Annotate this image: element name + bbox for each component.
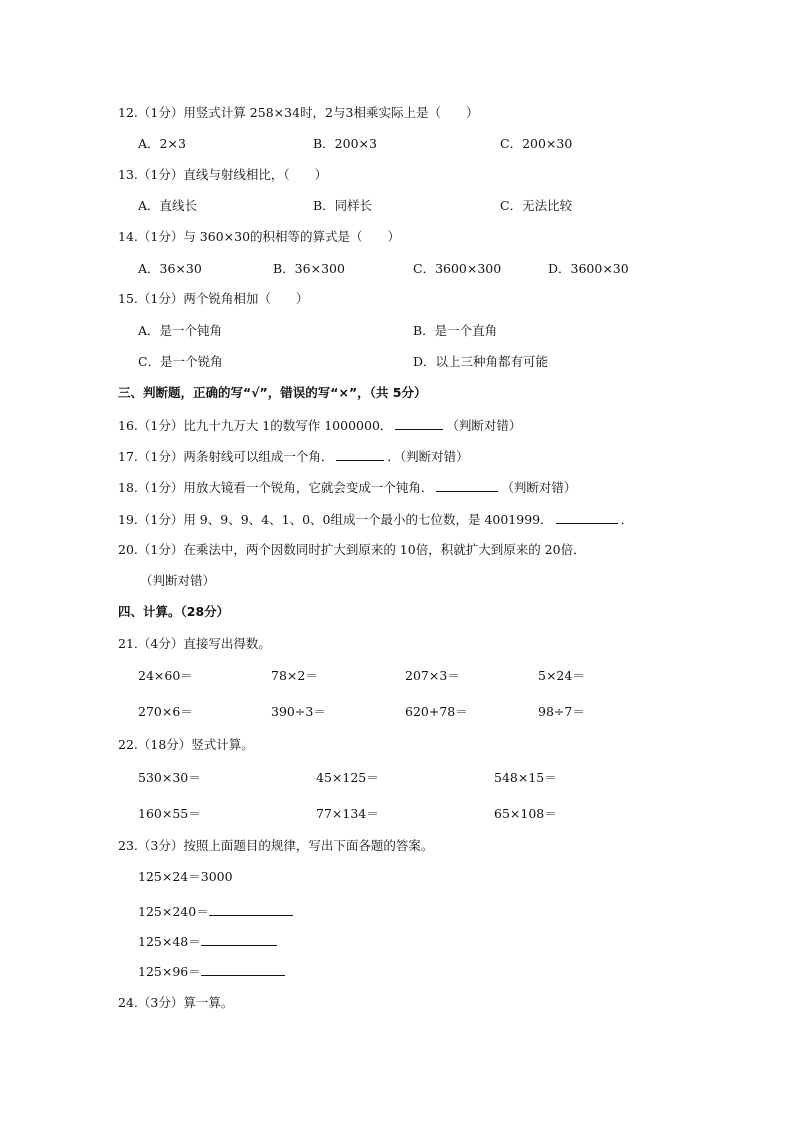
q24-stem: 24.（3分）算一算。 (118, 995, 234, 1010)
q19 (118, 511, 633, 528)
q23-line-3-expr: 125×96＝ (138, 964, 201, 979)
q15-stem: 15.（1分）两个锐角相加（ ） (118, 291, 309, 306)
q14-option-d: D．3600×30 (548, 261, 629, 276)
q17-answer-blank[interactable] (336, 448, 384, 461)
q21-item: 24×60＝ (138, 668, 193, 683)
q16-stem: 16.（1分）比九十九万大 1的数写作 1000000． (118, 418, 393, 433)
q23-line-1 (138, 903, 296, 920)
q22-item: 65×108＝ (494, 806, 557, 821)
section-3-heading: 三、判断题，正确的写“√”，错误的写“×”，（共 5分） (118, 385, 427, 400)
q21-item: 390÷3＝ (271, 704, 326, 719)
q23-line-2-expr: 125×48＝ (138, 934, 201, 949)
q21-item: 78×2＝ (271, 668, 318, 683)
q22-stem: 22.（18分）竖式计算。 (118, 737, 254, 752)
q12-option-c: C．200×30 (500, 136, 573, 151)
q22-item: 160×55＝ (138, 806, 201, 821)
q14-option-b: B．36×300 (273, 261, 345, 276)
q21-stem: 21.（4分）直接写出得数。 (118, 636, 271, 651)
q22-item: 45×125＝ (316, 770, 379, 785)
q13-stem: 13.（1分）直线与射线相比，（ ） (118, 167, 328, 182)
q12-option-a: A．2×3 (138, 136, 186, 151)
q16-tail: （判断对错） (446, 418, 522, 433)
q19-answer-blank[interactable] (556, 511, 618, 524)
section-4-heading: 四、计算。（28分） (118, 604, 230, 619)
q15-option-d: D．以上三种角都有可能 (413, 354, 549, 369)
q12-stem: 12.（1分）用竖式计算 258×34时，2与3相乘实际上是（ ） (118, 105, 479, 120)
q17-stem: 17.（1分）两条射线可以组成一个角． (118, 449, 334, 464)
q23-answer-blank-1[interactable] (209, 903, 293, 916)
q21-item: 270×6＝ (138, 704, 193, 719)
q16 (118, 417, 521, 434)
q21-item: 620+78＝ (405, 704, 468, 719)
q22-item: 77×134＝ (316, 806, 379, 821)
q13-option-a: A．直线长 (138, 198, 198, 213)
q20-tail: （判断对错） (140, 573, 216, 588)
q18-tail: （判断对错） (501, 480, 577, 495)
q19-tail: ． (620, 512, 634, 527)
q17 (118, 448, 469, 465)
q22-item: 548×15＝ (494, 770, 557, 785)
q16-answer-blank[interactable] (395, 417, 443, 430)
q14-option-c: C．3600×300 (413, 261, 502, 276)
q21-item: 5×24＝ (538, 668, 585, 683)
q21-item: 98÷7＝ (538, 704, 585, 719)
q15-option-a: A．是一个钝角 (138, 323, 223, 338)
q22-item: 530×30＝ (138, 770, 201, 785)
q17-tail: ．（判断对错） (387, 449, 469, 464)
q20-stem: 20.（1分）在乘法中，两个因数同时扩大到原来的 10倍，积就扩大到原来的 20倍． (118, 542, 586, 557)
q13-option-b: B．同样长 (313, 198, 373, 213)
q14-option-a: A．36×30 (138, 261, 202, 276)
q12-option-b: B．200×3 (313, 136, 377, 151)
q23-line-2 (138, 933, 280, 950)
q23-answer-blank-2[interactable] (201, 933, 277, 946)
q23-line-3 (138, 963, 288, 980)
q19-stem: 19.（1分）用 9、9、9、4、1、0、0组成一个最小的七位数，是 4001999． (118, 512, 553, 527)
q23-line-1-expr: 125×240＝ (138, 904, 209, 919)
q15-option-b: B．是一个直角 (413, 323, 498, 338)
q18-stem: 18.（1分）用放大镜看一个锐角，它就会变成一个钝角． (118, 480, 434, 495)
q15-option-c: C．是一个锐角 (138, 354, 223, 369)
q23-given: 125×24＝3000 (138, 869, 233, 884)
q23-stem: 23.（3分）按照上面题目的规律，写出下面各题的答案。 (118, 838, 434, 853)
q13-option-c: C．无法比较 (500, 198, 573, 213)
q23-answer-blank-3[interactable] (201, 963, 285, 976)
q18-answer-blank[interactable] (436, 479, 498, 492)
q21-item: 207×3＝ (405, 668, 460, 683)
q14-stem: 14.（1分）与 360×30的积相等的算式是（ ） (118, 229, 401, 244)
q18 (118, 479, 576, 496)
